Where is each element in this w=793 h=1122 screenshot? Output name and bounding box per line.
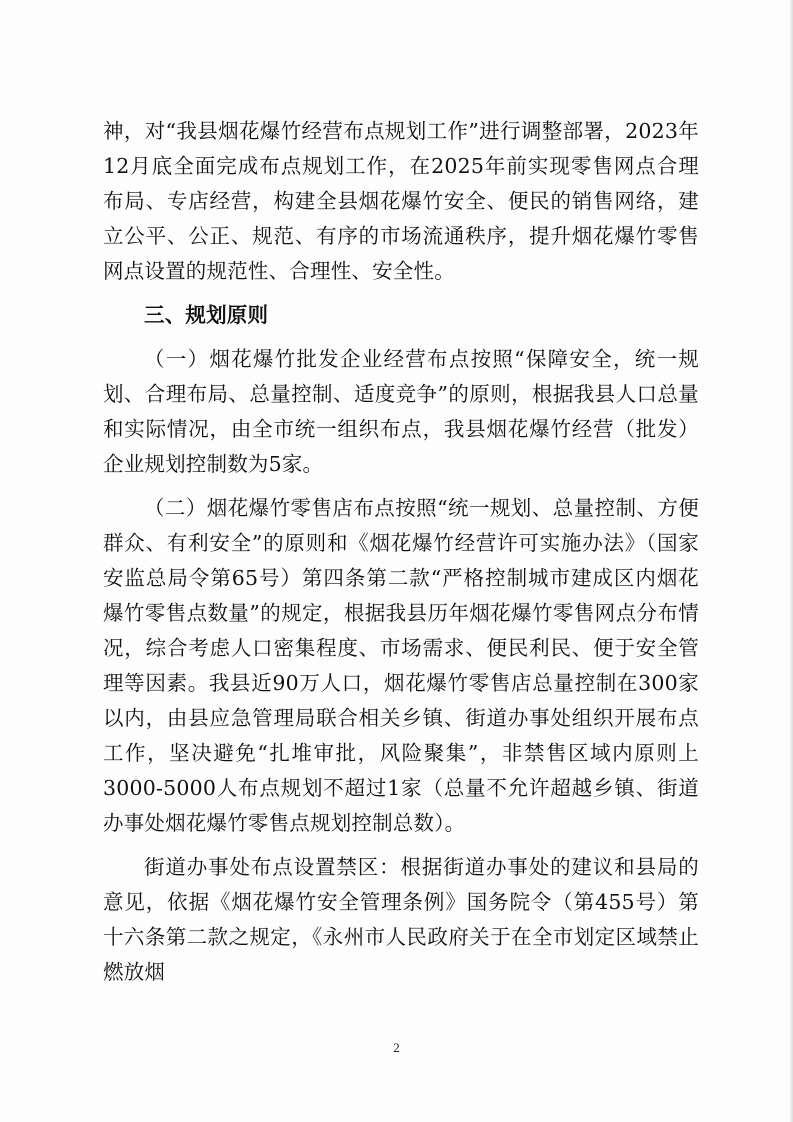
document-body <box>103 114 699 990</box>
paragraph-restricted-zone: 街道办事处布点设置禁区：根据街道办事处的建议和县局的意见，依据《烟花爆竹安全管理条例》国务院令（第455号）第十六条第二款之规定，《永州市人民政府关于在全市划定区域禁止燃放烟 <box>103 855 699 984</box>
page-number: 2 <box>393 1040 400 1055</box>
paragraph-continuation: 神，对“我县烟花爆竹经营布点规划工作”进行调整部署，2023年12月底全面完成布点规划工作，在2025年前实现零售网点合理布局、专店经营，构建全县烟花爆竹安全、便民的销售网络，建立公平、公正、规范、有序的市场流通秩序，提升烟花爆竹零售网点设置的规范性、合理性、安全性。 <box>103 119 699 283</box>
section-heading: 三、规划原则 <box>144 303 269 327</box>
paragraph-retail: （二）烟花爆竹零售店布点按照“统一规划、总量控制、方便群众、有利安全”的原则和《烟花爆竹经营许可实施办法》（国家安监总局令第65号）第四条第二款“严格控制城市建成区内烟花爆竹零售点数量”的规定，根据我县历年烟花爆竹零售网点分布情况，综合考虑人口密集程度、市场需求、便民利民、便于安全管理等因素。我县近90万人口，烟花爆竹零售店总量控制在300家以内，由县应急管理局联合相关乡镇、街道办事处组织开展布点工作，坚决避免“扎堆审批，风险聚集”，非禁售区域内原则上3000-5000人布点规划不超过1家（总量不允许超越乡镇、街道办事处烟花爆竹零售点规划控制总数）。 <box>103 496 699 835</box>
paragraph-wholesale: （一）烟花爆竹批发企业经营布点按照“保障安全，统一规划、合理布局、总量控制、适度竞争”的原则，根据我县人口总量和实际情况，由全市统一组织布点，我县烟花爆竹经营（批发）企业规划控制数为5家。 <box>103 347 699 476</box>
